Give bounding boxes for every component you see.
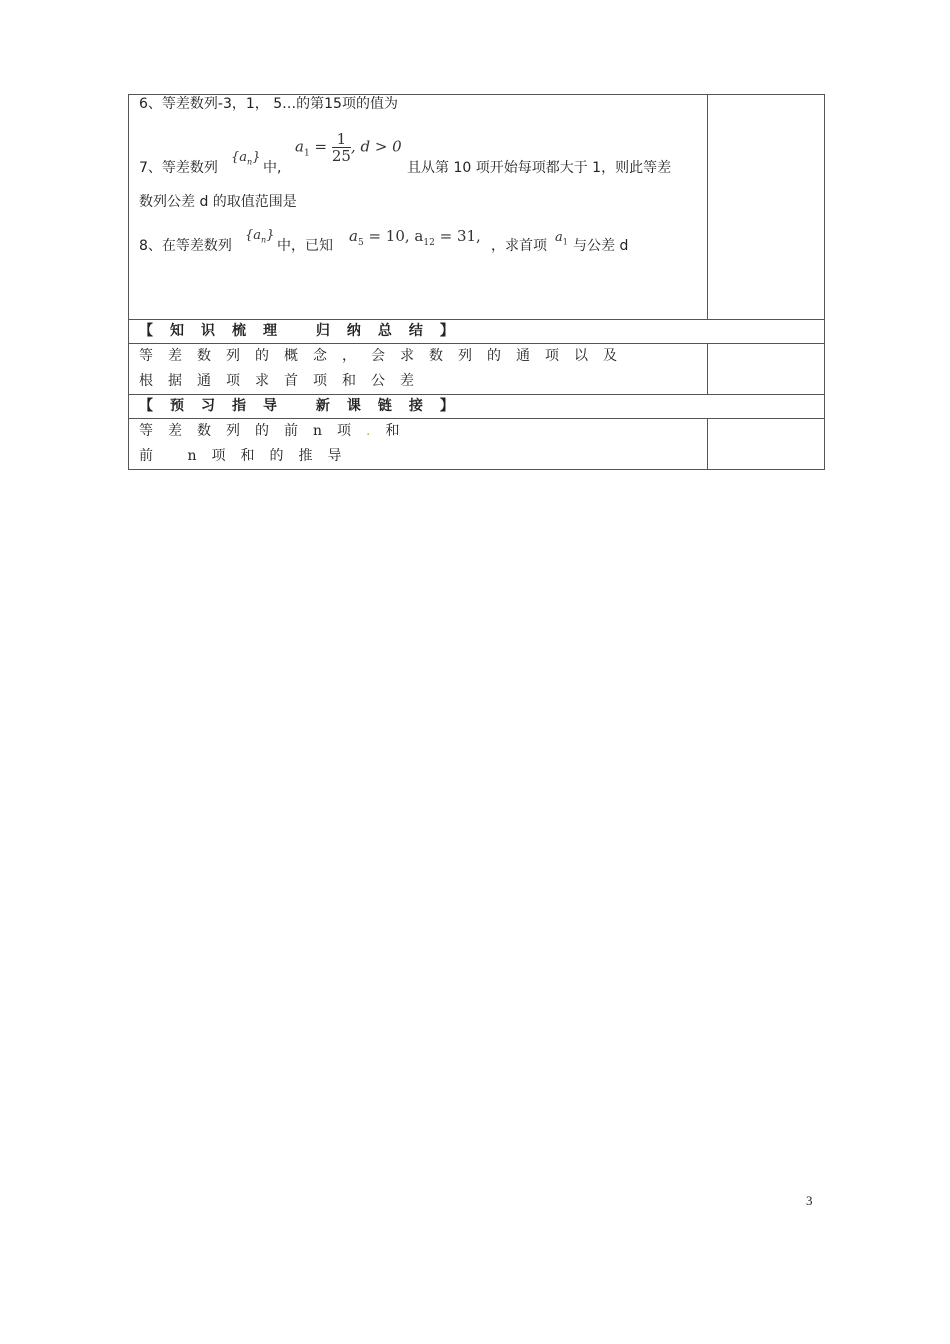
sequence-notation: $\{a_n\}$ [231,150,261,167]
preview-notes-cell [708,419,825,470]
preview-cell [129,419,708,470]
preview-line-2: 前 n项和的推导 [139,448,357,464]
preview-header-row [129,395,825,419]
worksheet [128,94,824,470]
question-7-line2: 数列公差 d 的取值范围是 [139,194,297,210]
q8-formula: $a_5 = 10$, $a_{12} = 31$, [349,227,481,248]
summary-row [129,344,825,395]
summary-cell [129,344,708,395]
summary-line-1: 等差数列的概念，会求数列的通项以及 [139,348,632,364]
preview-header: 【预习指导 新课链接】 [129,395,825,419]
page-number: 3 [806,1193,813,1208]
summary-line-2: 根据通项求首项和公差 [139,373,429,389]
q7-formula: $a_1$ = $\frac{1}{25}$ , d > 0 [295,130,402,165]
preview-row [129,419,825,470]
worksheet-table [128,94,825,470]
notes-cell [708,95,825,320]
sequence-notation-8: $\{a_n\}$ [245,228,275,245]
questions-row [129,95,825,320]
questions-cell: 6、等差数列-3，1， 5…的第15项的值为 7、等差数列 $\{a_n\}$ 中, $a_1$ = $\frac{1}{25}$ , d > 0 且从第 10 项开始每项都大于 1，则此等差 数列公差 d 的取值范围是 8、在等差数列 $\{a_n\}$ 中，已知 $a_5 = 10$, $a_{12} = 31$, ，求首项 $a_1$ 与公差 d [129,95,708,320]
summary-header-row [129,320,825,344]
summary-notes-cell [708,344,825,395]
summary-header: 【知识梳理 归纳总结】 [129,320,825,344]
preview-line-1: 等差数列的前n项.和 [139,423,415,439]
question-6: 6、等差数列-3，1， 5…的第15项的值为 [139,96,398,112]
a1-symbol: $a_1$ [555,230,568,247]
